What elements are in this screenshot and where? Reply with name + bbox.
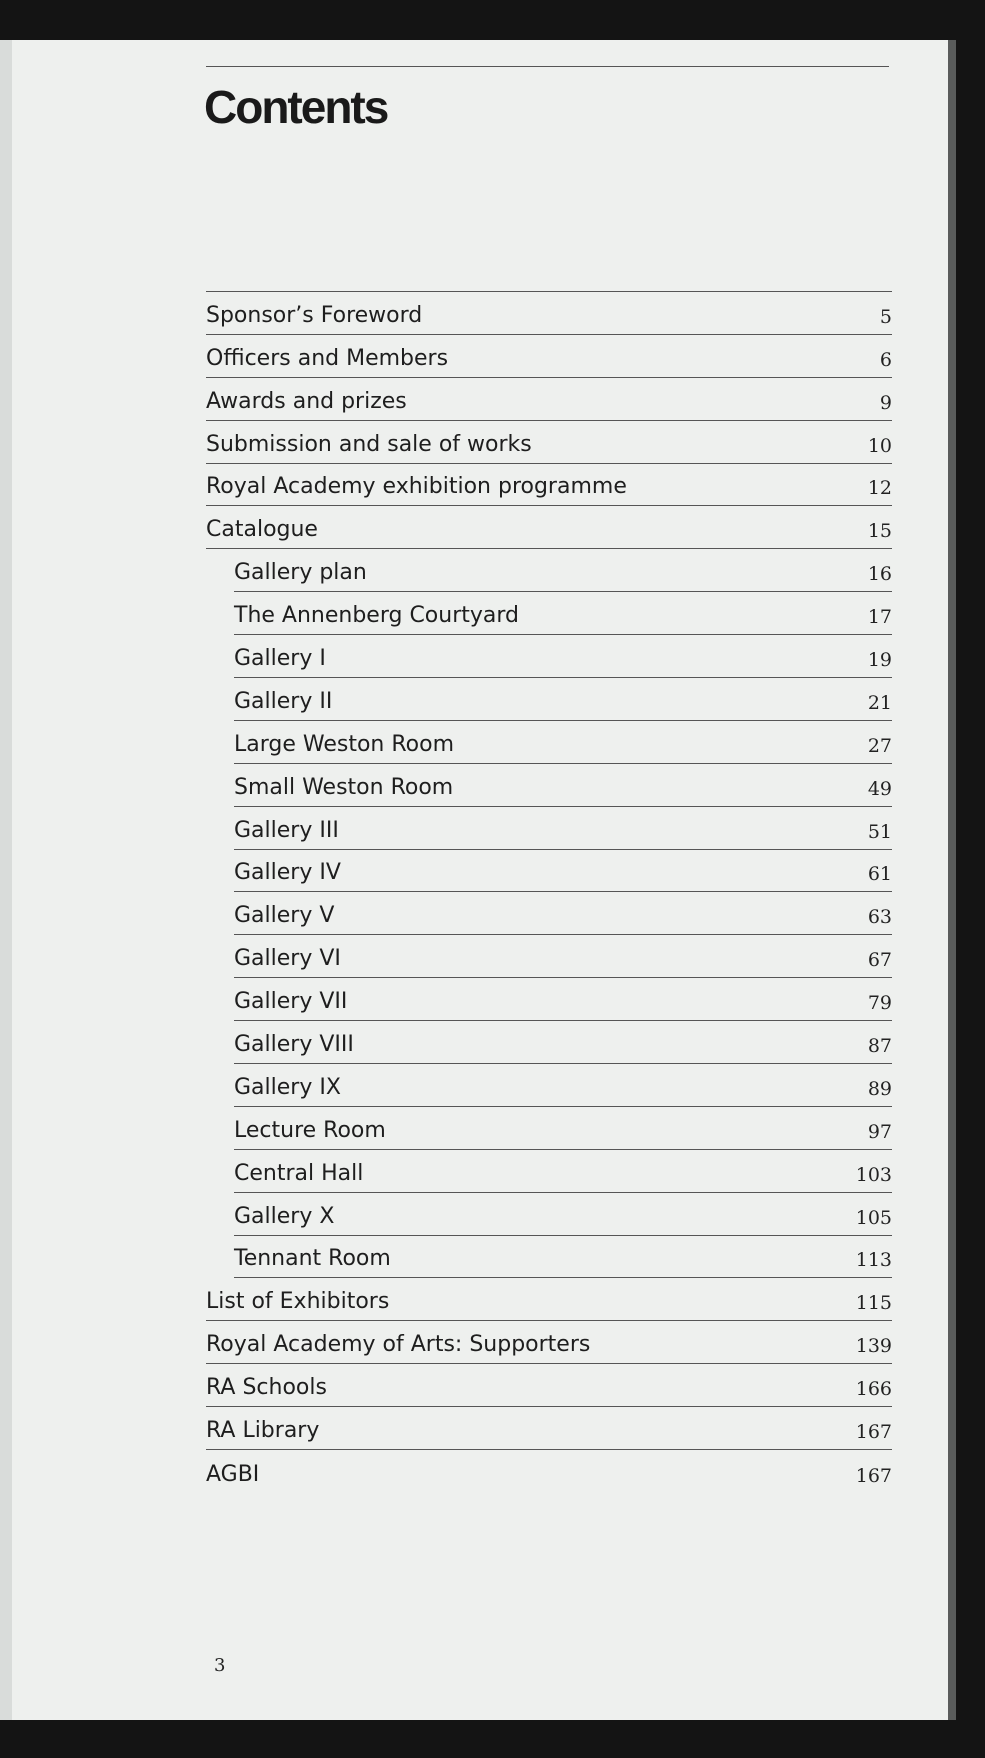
toc-entry[interactable] bbox=[234, 1021, 892, 1064]
toc-entry[interactable] bbox=[234, 1107, 892, 1150]
toc-entry-label: Large Weston Room bbox=[234, 731, 455, 757]
toc-entry-label: Tennant Room bbox=[234, 1246, 391, 1272]
toc-entry-page-number: 10 bbox=[867, 434, 892, 457]
toc-entry[interactable] bbox=[206, 1278, 892, 1321]
toc-entry-label: RA Library bbox=[206, 1418, 320, 1444]
page-title: Contents bbox=[204, 81, 388, 133]
toc-entry-page-number: 12 bbox=[867, 477, 892, 500]
toc-entry-label: Sponsor’s Foreword bbox=[206, 302, 423, 328]
toc-entry-page-number: 67 bbox=[867, 949, 892, 972]
toc-entry[interactable] bbox=[234, 807, 892, 850]
toc-entry-page-number: 17 bbox=[867, 606, 892, 629]
toc-entry[interactable] bbox=[234, 892, 892, 935]
toc-entry[interactable] bbox=[234, 592, 892, 635]
toc-entry-page-number: 6 bbox=[879, 348, 892, 371]
toc-entry-label: Gallery VI bbox=[234, 946, 341, 972]
toc-entry-label: Gallery plan bbox=[234, 560, 367, 586]
toc-entry-label: Gallery I bbox=[234, 646, 326, 672]
toc-entry-label: Lecture Room bbox=[234, 1117, 386, 1143]
toc-entry[interactable] bbox=[206, 1364, 892, 1407]
toc-entry-label: Gallery VII bbox=[234, 989, 348, 1015]
toc-entry-page-number: 16 bbox=[867, 563, 892, 586]
toc-entry-label: Gallery X bbox=[234, 1203, 335, 1229]
toc-entry-page-number: 9 bbox=[879, 391, 892, 414]
toc-entry-page-number: 15 bbox=[867, 520, 892, 543]
toc-entry[interactable] bbox=[234, 1064, 892, 1107]
toc-entry[interactable] bbox=[234, 978, 892, 1021]
toc-entry-page-number: 5 bbox=[879, 305, 892, 328]
toc-entry-label: Gallery IV bbox=[234, 860, 341, 886]
toc-entry-page-number: 21 bbox=[867, 691, 892, 714]
toc-entry-label: Submission and sale of works bbox=[206, 431, 532, 457]
toc-entry-page-number: 139 bbox=[855, 1335, 892, 1358]
toc-entry-page-number: 51 bbox=[867, 820, 892, 843]
toc-entry-label: Royal Academy exhibition programme bbox=[206, 474, 627, 500]
toc-entry-page-number: 97 bbox=[867, 1120, 892, 1143]
toc-entry-label: Gallery V bbox=[234, 903, 335, 929]
toc-entry[interactable] bbox=[206, 1407, 892, 1450]
toc-entry-label: Central Hall bbox=[234, 1160, 364, 1186]
toc-entry-label: Officers and Members bbox=[206, 345, 449, 371]
toc-entry[interactable] bbox=[234, 549, 892, 592]
toc-entry-page-number: 167 bbox=[855, 1464, 892, 1487]
toc-entry-page-number: 103 bbox=[855, 1163, 892, 1186]
title-rule bbox=[206, 66, 889, 67]
toc-entry[interactable] bbox=[206, 378, 892, 421]
toc-entry[interactable] bbox=[234, 1193, 892, 1236]
table-of-contents bbox=[206, 291, 892, 1493]
toc-entry[interactable] bbox=[206, 421, 892, 464]
toc-entry-page-number: 166 bbox=[855, 1378, 892, 1401]
toc-entry-page-number: 167 bbox=[855, 1421, 892, 1444]
toc-entry[interactable] bbox=[234, 935, 892, 978]
toc-entry-label: Small Weston Room bbox=[234, 774, 454, 800]
toc-entry-label: Gallery II bbox=[234, 688, 333, 714]
toc-entry[interactable] bbox=[206, 1321, 892, 1364]
toc-entry-label: Royal Academy of Arts: Supporters bbox=[206, 1332, 591, 1358]
toc-entry-label: Awards and prizes bbox=[206, 388, 407, 414]
toc-entry-page-number: 27 bbox=[867, 734, 892, 757]
toc-entry-page-number: 19 bbox=[867, 649, 892, 672]
toc-entry-page-number: 105 bbox=[855, 1206, 892, 1229]
toc-entry-label: AGBI bbox=[206, 1461, 260, 1487]
toc-entry-page-number: 61 bbox=[867, 863, 892, 886]
toc-entry[interactable] bbox=[234, 678, 892, 721]
toc-entry[interactable] bbox=[206, 335, 892, 378]
toc-entry-label: Gallery VIII bbox=[234, 1032, 354, 1058]
toc-entry[interactable] bbox=[234, 1150, 892, 1193]
document-page bbox=[0, 40, 948, 1720]
toc-entry-page-number: 115 bbox=[855, 1292, 892, 1315]
toc-entry-page-number: 89 bbox=[867, 1077, 892, 1100]
page-edge-shadow bbox=[948, 40, 956, 1720]
toc-entry[interactable] bbox=[206, 1450, 892, 1493]
page-number: 3 bbox=[214, 1655, 226, 1676]
toc-entry-label: List of Exhibitors bbox=[206, 1289, 390, 1315]
toc-entry[interactable] bbox=[234, 764, 892, 807]
toc-entry[interactable] bbox=[206, 506, 892, 549]
toc-entry-page-number: 49 bbox=[867, 777, 892, 800]
toc-entry-label: Gallery IX bbox=[234, 1074, 341, 1100]
toc-entry[interactable] bbox=[234, 850, 892, 893]
toc-entry-label: Gallery III bbox=[234, 817, 339, 843]
toc-entry-label: RA Schools bbox=[206, 1375, 327, 1401]
toc-entry[interactable] bbox=[234, 1236, 892, 1279]
toc-entry[interactable] bbox=[206, 292, 892, 335]
toc-entry-label: Catalogue bbox=[206, 517, 318, 543]
toc-entry-page-number: 87 bbox=[867, 1035, 892, 1058]
toc-entry-page-number: 63 bbox=[867, 906, 892, 929]
toc-entry[interactable] bbox=[234, 635, 892, 678]
toc-entry-label: The Annenberg Courtyard bbox=[234, 603, 520, 629]
toc-entry-page-number: 79 bbox=[867, 992, 892, 1015]
toc-entry-page-number: 113 bbox=[855, 1249, 892, 1272]
toc-entry[interactable] bbox=[206, 464, 892, 507]
toc-entry[interactable] bbox=[234, 721, 892, 764]
